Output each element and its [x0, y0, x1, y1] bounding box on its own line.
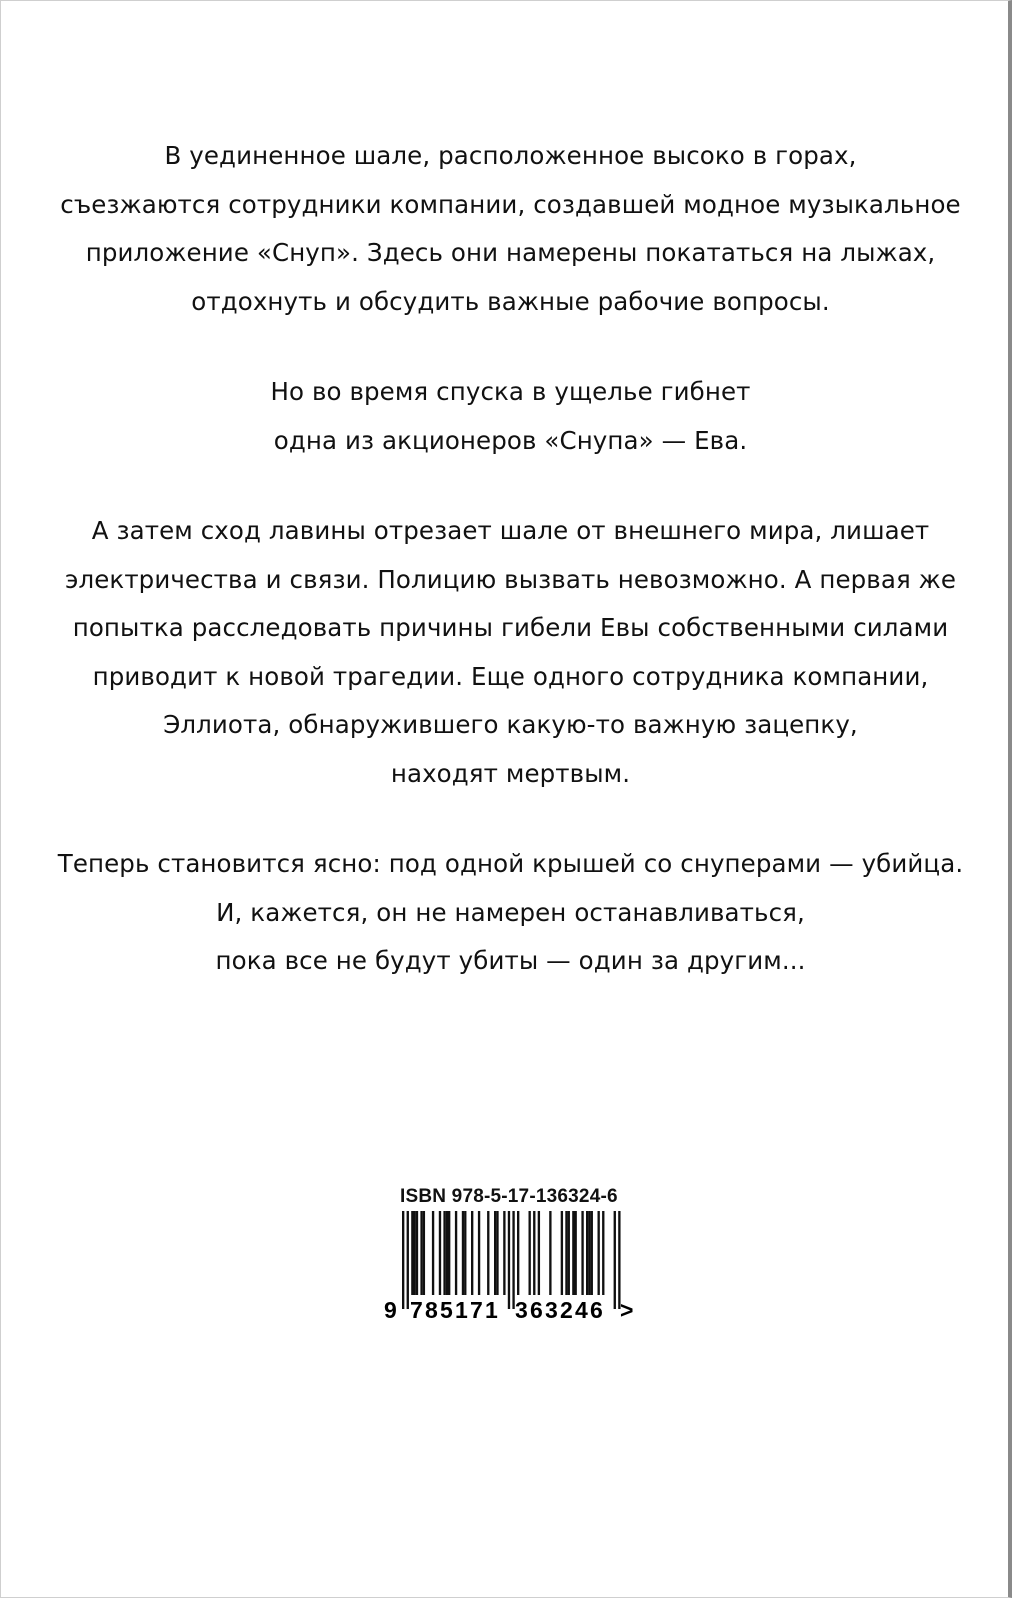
barcode-bar [432, 1211, 434, 1295]
barcode-bar [586, 1211, 588, 1295]
barcode-bar [517, 1211, 519, 1295]
barcode-bar [439, 1211, 441, 1295]
blurb-line: находят мертвым. [390, 758, 631, 788]
barcode-bar [591, 1211, 593, 1295]
blurb-line: И, кажется, он не намерен останавливаться, [216, 897, 805, 927]
barcode-guard-bar [508, 1211, 510, 1309]
barcode-bars [402, 1211, 621, 1309]
blurb-line: приводит к новой трагедии. Еще одного сотрудника компании, [92, 661, 929, 691]
blurb-line: попытка расследовать причины гибели Евы собственными силами [72, 613, 949, 642]
barcode-bar [487, 1211, 489, 1295]
blurb-line: В уединенное шале, расположенное высоко в горах, [164, 141, 857, 170]
barcode-bar [503, 1211, 505, 1295]
barcode-bar [549, 1211, 551, 1295]
barcode-bar [414, 1211, 416, 1295]
barcode-bar [496, 1211, 498, 1295]
barcode-bar [568, 1211, 570, 1295]
blurb-line: приложение «Снуп». Здесь они намерены покататься на лыжах, [85, 238, 936, 267]
barcode-guard-bar [512, 1211, 514, 1309]
blurb-line: одна из акционеров «Снупа» — Ева. [273, 425, 748, 455]
blurb-line: Эллиота, обнаружившего какую-то важную зацепку, [163, 710, 858, 739]
blurb-line: электричества и связи. Полицию вызвать невозможно. А первая же [64, 564, 957, 594]
barcode-bar [443, 1211, 445, 1295]
barcode-bar [478, 1211, 480, 1295]
barcode-guard-bar [402, 1211, 404, 1309]
barcode-bar [464, 1211, 466, 1295]
barcode-bar [581, 1211, 583, 1295]
barcode-guard-bar [407, 1211, 409, 1309]
blurb-line: пока все не будут убиты — один за другим... [215, 946, 806, 975]
barcode-guard-bar [614, 1211, 616, 1309]
blurb-paragraph-1 [40, 132, 981, 326]
blurb-paragraph-3 [40, 507, 981, 798]
blurb-paragraph-2 [40, 368, 981, 465]
barcode-digits-left: 785171 [410, 1297, 500, 1323]
barcode-bar [462, 1211, 464, 1295]
barcode-bar [494, 1211, 496, 1295]
barcode-bar [598, 1211, 600, 1295]
barcode-bar [416, 1211, 418, 1295]
barcode-digit-first: 9 [384, 1297, 397, 1323]
barcode-bar [602, 1211, 604, 1295]
barcode-guard-bar [618, 1211, 620, 1309]
barcode-bar [446, 1211, 448, 1295]
blurb-paragraph-4 [40, 840, 981, 986]
blurb-line: А затем сход лавины отрезает шале от внешнего мира, лишает [91, 516, 930, 545]
barcode-bar [533, 1211, 535, 1295]
barcode-bar [471, 1211, 473, 1295]
barcode-bar [455, 1211, 457, 1295]
barcode-bar [423, 1211, 425, 1295]
barcode-bar [538, 1211, 540, 1295]
blurb-line: Теперь становится ясно: под одной крышей со снуперами — убийца. [57, 849, 964, 878]
barcode-quiet-mark: > [620, 1297, 634, 1323]
isbn-label: ISBN 978-5-17-136324-6 [400, 1186, 618, 1207]
barcode-digits-right: 363246 [515, 1297, 605, 1323]
blurb-line: съезжаются сотрудники компании, создавшей модное музыкальное [60, 189, 961, 219]
barcode-bar [565, 1211, 567, 1295]
barcode-bar [588, 1211, 590, 1295]
cover-blurb [40, 132, 981, 1028]
barcode-bar [572, 1211, 574, 1295]
barcode-bar [575, 1211, 577, 1295]
blurb-line: Но во время спуска в ущелье гибнет [270, 377, 751, 406]
barcode-bar [448, 1211, 450, 1295]
blurb-line: отдохнуть и обсудить важные рабочие вопросы. [191, 286, 830, 316]
barcode-bar [561, 1211, 563, 1295]
barcode-bar [420, 1211, 422, 1295]
barcode-bar [529, 1211, 531, 1295]
barcode-bar [411, 1211, 413, 1295]
barcode-graphic [384, 1209, 644, 1329]
isbn-barcode [384, 1185, 644, 1329]
